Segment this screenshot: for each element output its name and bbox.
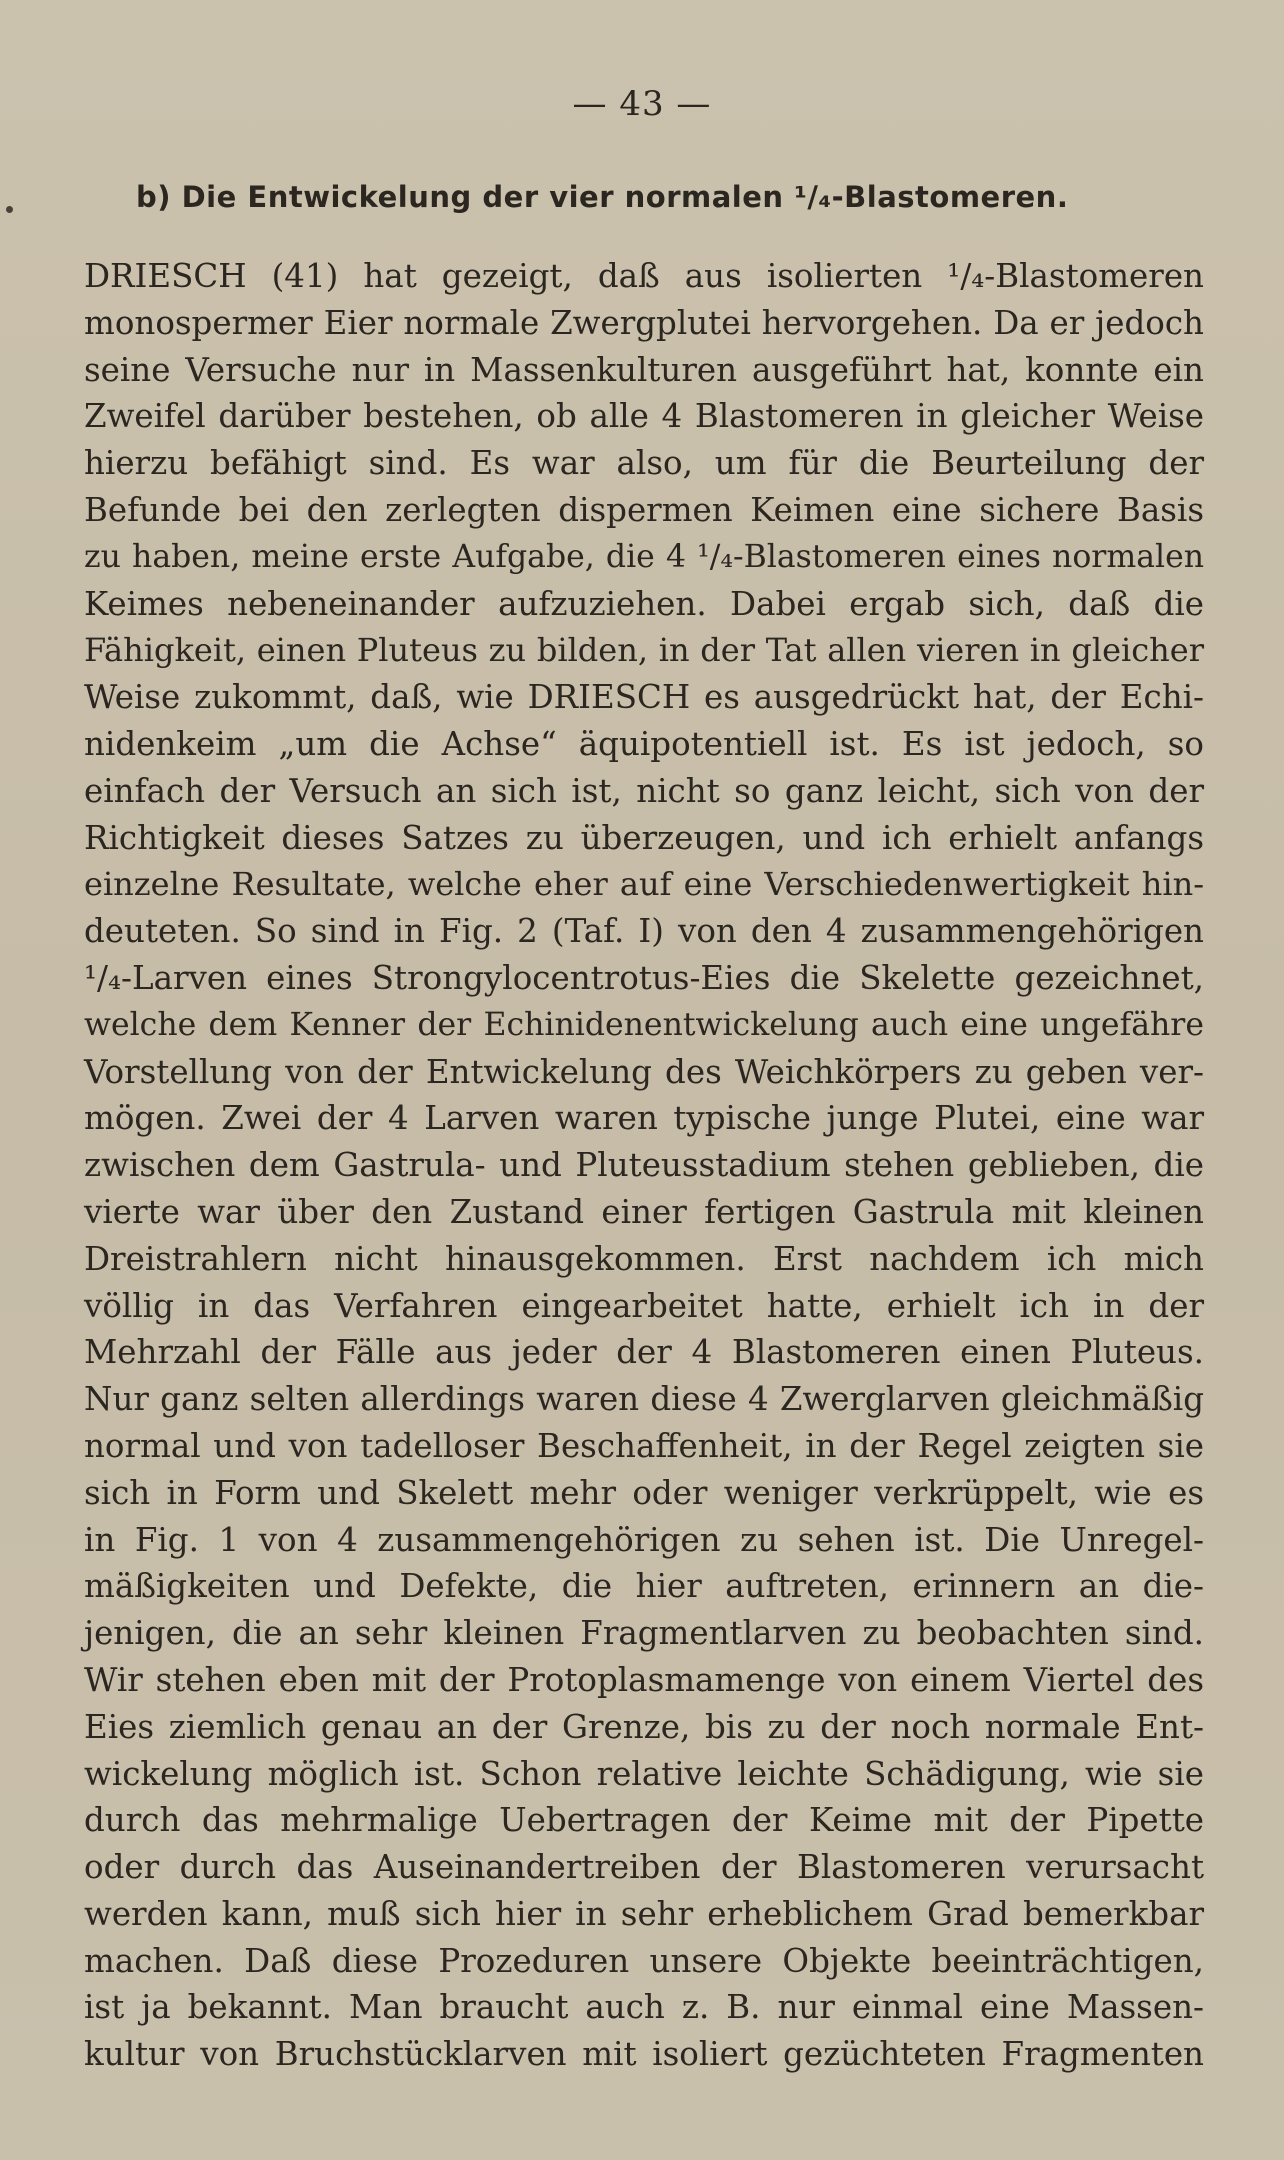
text-line: wickelung möglich ist. Schon relative leichte Schädigung, wie sie [84, 1754, 1204, 1793]
text-line: Dreistrahlern nicht hinausgekommen. Erst nachdem ich mich [84, 1239, 1204, 1278]
text-line: völlig in das Verfahren eingearbeitet hatte, erhielt ich in der [84, 1286, 1204, 1325]
text-line: durch das mehrmalige Uebertragen der Keime mit der Pipette [84, 1801, 1204, 1840]
text-line: Weise zukommt, daß, wie DRIESCH es ausgedrückt hat, der Echi- [84, 678, 1204, 717]
text-line: mögen. Zwei der 4 Larven waren typische junge Plutei, eine war [84, 1099, 1204, 1138]
text-line: Vorstellung von der Entwickelung des Weichkörpers zu geben ver- [84, 1052, 1204, 1091]
text-line: DRIESCH (41) hat gezeigt, daß aus isolierten ¹/₄-Blastomeren [84, 257, 1204, 295]
text-line: zwischen dem Gastrula- und Pluteusstadium stehen geblieben, die [84, 1146, 1204, 1185]
text-line: einzelne Resultate, welche eher auf eine Verschiedenwertigkeit hin- [84, 865, 1204, 904]
text-line: Keimes nebeneinander aufzuziehen. Dabei ergab sich, daß die [84, 584, 1204, 623]
text-line: ¹/₄-Larven eines Strongylocentrotus-Eies die Skelette gezeichnet, [84, 958, 1204, 997]
text-line: monospermer Eier normale Zwergplutei hervorgehen. Da er jedoch [84, 303, 1204, 342]
text-line: normal und von tadelloser Beschaffenheit, in der Regel zeigten sie [84, 1426, 1204, 1465]
text-line: Befunde bei den zerlegten dispermen Keimen eine sichere Basis [84, 490, 1204, 529]
text-line: Richtigkeit dieses Satzes zu überzeugen, und ich erhielt anfangs [84, 818, 1204, 857]
body-text [84, 253, 1204, 2078]
text-line: werden kann, muß sich hier in sehr erheblichem Grad bemerkbar [84, 1894, 1204, 1933]
text-line: einfach der Versuch an sich ist, nicht so ganz leicht, sich von der [84, 771, 1204, 810]
page-number: — 43 — [572, 84, 712, 124]
section-heading: b) Die Entwickelung der vier normalen ¹/₄-Blastomeren. [136, 180, 1069, 214]
text-line: deuteten. So sind in Fig. 2 (Taf. I) von den 4 zusammengehörigen [84, 912, 1204, 951]
ink-speck [6, 206, 13, 213]
text-line: Nur ganz selten allerdings waren diese 4 Zwerglarven gleichmäßig [84, 1380, 1204, 1419]
text-line: jenigen, die an sehr kleinen Fragmentlarven zu beobachten sind. [84, 1614, 1204, 1653]
text-line: Eies ziemlich genau an der Grenze, bis zu der noch normale Ent- [84, 1707, 1204, 1746]
text-line: vierte war über den Zustand einer fertigen Gastrula mit kleinen [84, 1192, 1204, 1231]
text-line: ist ja bekannt. Man braucht auch z. B. nur einmal eine Massen- [84, 1988, 1204, 2027]
text-line: welche dem Kenner der Echinidenentwickelung auch eine ungefähre [84, 1006, 1204, 1043]
text-line: Zweifel darüber bestehen, ob alle 4 Blastomeren in gleicher Weise [84, 397, 1204, 436]
text-line: zu haben, meine erste Aufgabe, die 4 ¹/₄-Blastomeren eines normalen [84, 538, 1204, 575]
text-line: Wir stehen eben mit der Protoplasmamenge von einem Viertel des [84, 1660, 1204, 1699]
text-line: nidenkeim „um die Achse“ äquipotentiell ist. Es ist jedoch, so [84, 724, 1204, 763]
text-line: oder durch das Auseinandertreiben der Blastomeren verursacht [84, 1848, 1204, 1887]
text-line: seine Versuche nur in Massenkulturen ausgeführt hat, konnte ein [84, 350, 1204, 389]
text-line: hierzu befähigt sind. Es war also, um für die Beurteilung der [84, 444, 1204, 483]
text-line: Fähigkeit, einen Pluteus zu bilden, in der Tat allen vieren in gleicher [84, 631, 1204, 670]
text-line: mäßigkeiten und Defekte, die hier auftreten, erinnern an die- [84, 1567, 1204, 1606]
text-line: Mehrzahl der Fälle aus jeder der 4 Blastomeren einen Pluteus. [84, 1333, 1204, 1372]
text-line: in Fig. 1 von 4 zusammengehörigen zu sehen ist. Die Unregel- [84, 1520, 1204, 1559]
text-line: sich in Form und Skelett mehr oder weniger verkrüppelt, wie es [84, 1473, 1204, 1512]
text-line: machen. Daß diese Prozeduren unsere Objekte beeinträchtigen, [84, 1941, 1204, 1980]
text-line: kultur von Bruchstücklarven mit isoliert gezüchteten Fragmenten [84, 2035, 1204, 2074]
